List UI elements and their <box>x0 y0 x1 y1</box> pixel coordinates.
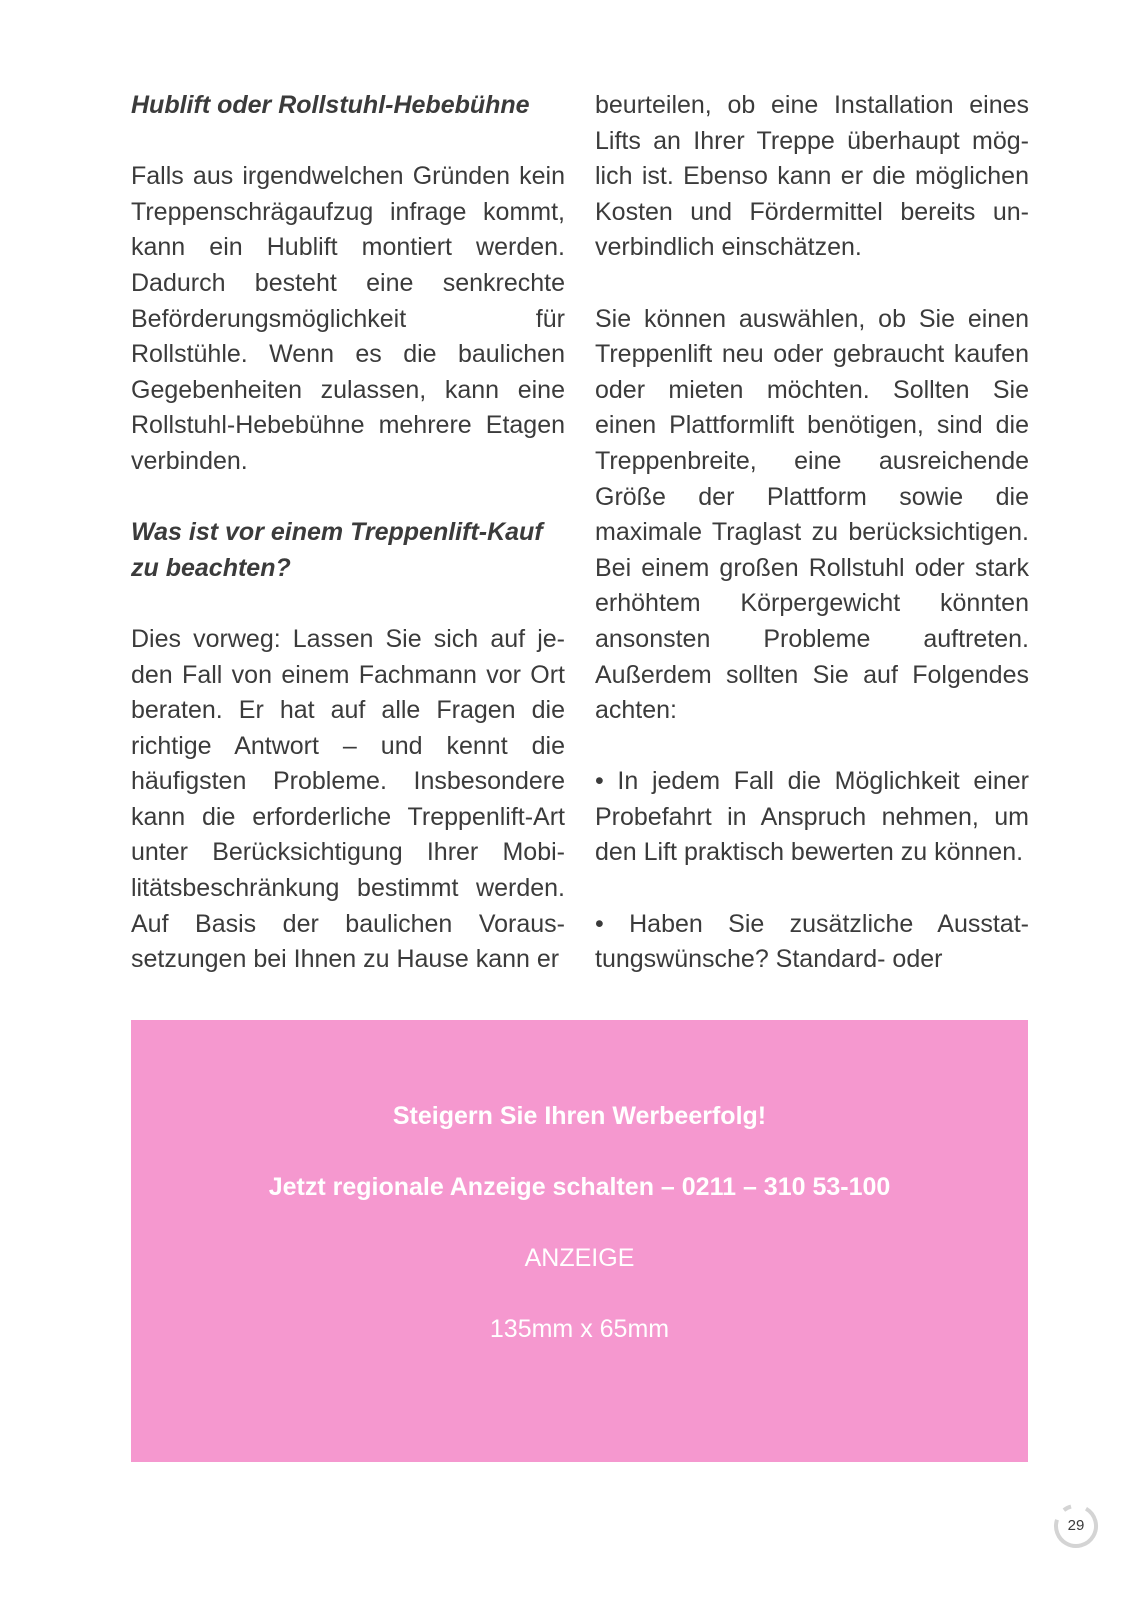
page-number-badge <box>1052 1502 1100 1550</box>
page-number: 29 <box>1067 1517 1085 1534</box>
bullet-probefahrt: • In jedem Fall die Möglichkeit einer Probefahrt in Anspruch nehmen, um den Lift praktisch bewerten zu können. <box>595 767 1029 867</box>
section-heading-kauf: Was ist vor einem Treppenlift-Kauf zu beachten? <box>131 518 543 582</box>
ad-contact-line: Jetzt regionale Anzeige schalten – 0211 – 310 53-100 <box>268 1173 891 1201</box>
right-column <box>595 88 1029 978</box>
paragraph-hublift: Falls aus irgendwelchen Gründen kein Treppenschrägaufzug infrage kommt, kann ein Hublift montiert werden. Dadurch besteht eine senkrechte Beförderungsmöglichkeit für Rollstühle. Wenn es die baulichen Gegebenheiten zulassen, kann eine Rollstuhl-Hebebühne mehrere Etagen verbinden. <box>131 162 565 475</box>
ad-headline: Steigern Sie Ihren Werbeerfolg! <box>392 1102 767 1130</box>
paragraph-beratung: Dies vorweg: Lassen Sie sich auf jeden Fall von einem Fachmann vor Ort beraten. Er hat auf alle Fragen die richtige Antwort – und kennt die häufigsten Probleme. Insbesondere kann die erforderliche Treppenlift-Art unter Berücksichtigung Ihrer Mobilitätsbeschränkung bestimmt werden. Auf Basis der baulichen Voraussetzungen bei Ihnen zu Hause kann er <box>131 624 565 974</box>
bullet-ausstattung: • Haben Sie zusätzliche Ausstattungswünsche? Standard- oder <box>595 909 1029 974</box>
ad-label: ANZEIGE <box>524 1244 635 1272</box>
advertisement-box <box>131 1020 1028 1462</box>
section-heading-hublift: Hublift oder Rollstuhl-Hebebühne <box>131 91 530 119</box>
paragraph-auswahl: Sie können auswählen, ob Sie einen Treppenlift neu oder gebraucht kaufen oder mieten möchten. Sollten Sie einen Plattformlift benötigen, sind die Treppenbreite, eine ausreichende Größe der Plattform sowie die maximale Traglast zu berücksichtigen. Bei einem großen Rollstuhl oder stark erhöhtem Körpergewicht könnten ansonsten Probleme auftreten. Außerdem sollten Sie auf Folgendes achten: <box>595 304 1029 725</box>
paragraph-beurteilung: beurteilen, ob eine Installation eines Lifts an Ihrer Treppe überhaupt möglich ist. Ebenso kann er die möglichen Kosten und Fördermittel bereits unverbindlich einschätzen. <box>595 91 1029 262</box>
left-column <box>131 88 565 978</box>
ad-size: 135mm x 65mm <box>489 1315 670 1343</box>
